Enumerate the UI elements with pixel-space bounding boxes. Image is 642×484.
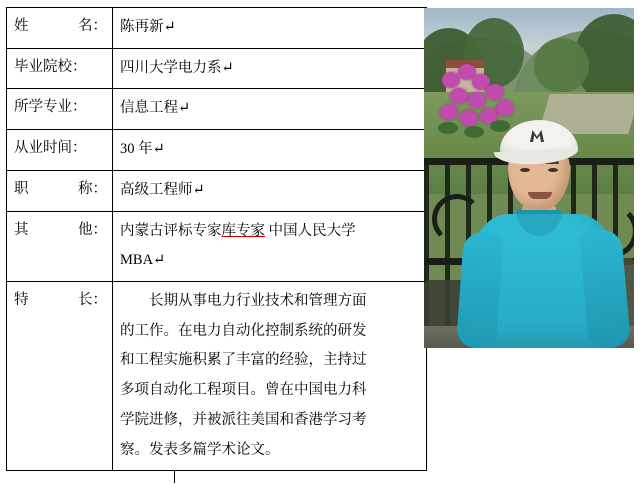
label-text-name: 姓 xyxy=(14,18,29,34)
row-label-other xyxy=(7,211,113,281)
row-value-school xyxy=(113,48,427,89)
other-part-1: 内蒙古评标专家 xyxy=(120,222,222,239)
other-part-2: 中国人民大学 xyxy=(265,222,356,239)
skills-line: 和工程实施积累了丰富的经验，主持过 xyxy=(120,352,367,369)
row-label-name xyxy=(7,8,113,49)
value-text-other-line1 xyxy=(120,217,420,247)
label-text-skills: 特 xyxy=(14,292,29,309)
photo-person xyxy=(460,104,628,348)
label-tail-other: 他： xyxy=(78,221,107,238)
label-text-school: 毕业院校： xyxy=(14,58,87,75)
row-value-skills xyxy=(113,282,427,471)
profile-photo xyxy=(424,8,634,348)
text-cursor xyxy=(174,470,175,483)
skills-line: 察。发表多篇学术论文。 xyxy=(120,441,280,458)
row-label-skills xyxy=(7,282,113,471)
value-text-school: 四川大学电力系↵ xyxy=(120,59,234,76)
value-text-major: 信息工程↵ xyxy=(120,100,191,117)
person-arm-left xyxy=(456,231,504,348)
table-row xyxy=(7,8,427,49)
person-eye xyxy=(548,168,558,172)
table-row xyxy=(7,89,427,130)
person-eye xyxy=(520,168,530,172)
table-row xyxy=(7,130,427,171)
value-text-other-line2: MBA↵ xyxy=(120,252,166,269)
skills-line: 的工作。在电力自动化控制系统的研发 xyxy=(120,322,367,339)
row-value-major xyxy=(113,89,427,130)
label-tail-skills: 长： xyxy=(78,292,107,309)
table-row xyxy=(7,211,427,281)
table-row xyxy=(7,282,427,471)
label-text-major: 所学专业： xyxy=(14,99,87,116)
person-mouth xyxy=(528,192,552,199)
label-tail-title: 称： xyxy=(78,180,107,197)
skills-line: 学院进修，并被派往美国和香港学习考 xyxy=(120,411,367,428)
row-value-title xyxy=(113,170,427,211)
row-label-major xyxy=(7,89,113,130)
row-label-school xyxy=(7,48,113,89)
row-value-name xyxy=(113,8,427,49)
label-text-title: 职 xyxy=(14,180,29,197)
label-text-experience: 从业时间： xyxy=(14,140,87,157)
value-text-title: 高级工程师↵ xyxy=(120,181,205,198)
skills-line: 多项自动化工程项目。曾在中国电力科 xyxy=(120,382,367,399)
value-text-name: 陈再新↵ xyxy=(120,19,176,35)
value-text-experience: 30 年↵ xyxy=(120,141,165,158)
table-row xyxy=(7,170,427,211)
row-label-title xyxy=(7,170,113,211)
row-value-experience xyxy=(113,130,427,171)
skills-line: 长期从事电力行业技术和管理方面 xyxy=(149,293,367,310)
profile-table xyxy=(6,7,427,471)
photo-tree xyxy=(534,38,589,93)
row-label-experience xyxy=(7,130,113,171)
table-row xyxy=(7,48,427,89)
label-tail-name: 名： xyxy=(78,18,107,34)
other-part-underlined: 库专家 xyxy=(221,222,265,239)
label-text-other: 其 xyxy=(14,221,29,238)
person-arm-right xyxy=(579,228,631,348)
row-value-other xyxy=(113,211,427,281)
photo-illustration xyxy=(424,8,634,348)
